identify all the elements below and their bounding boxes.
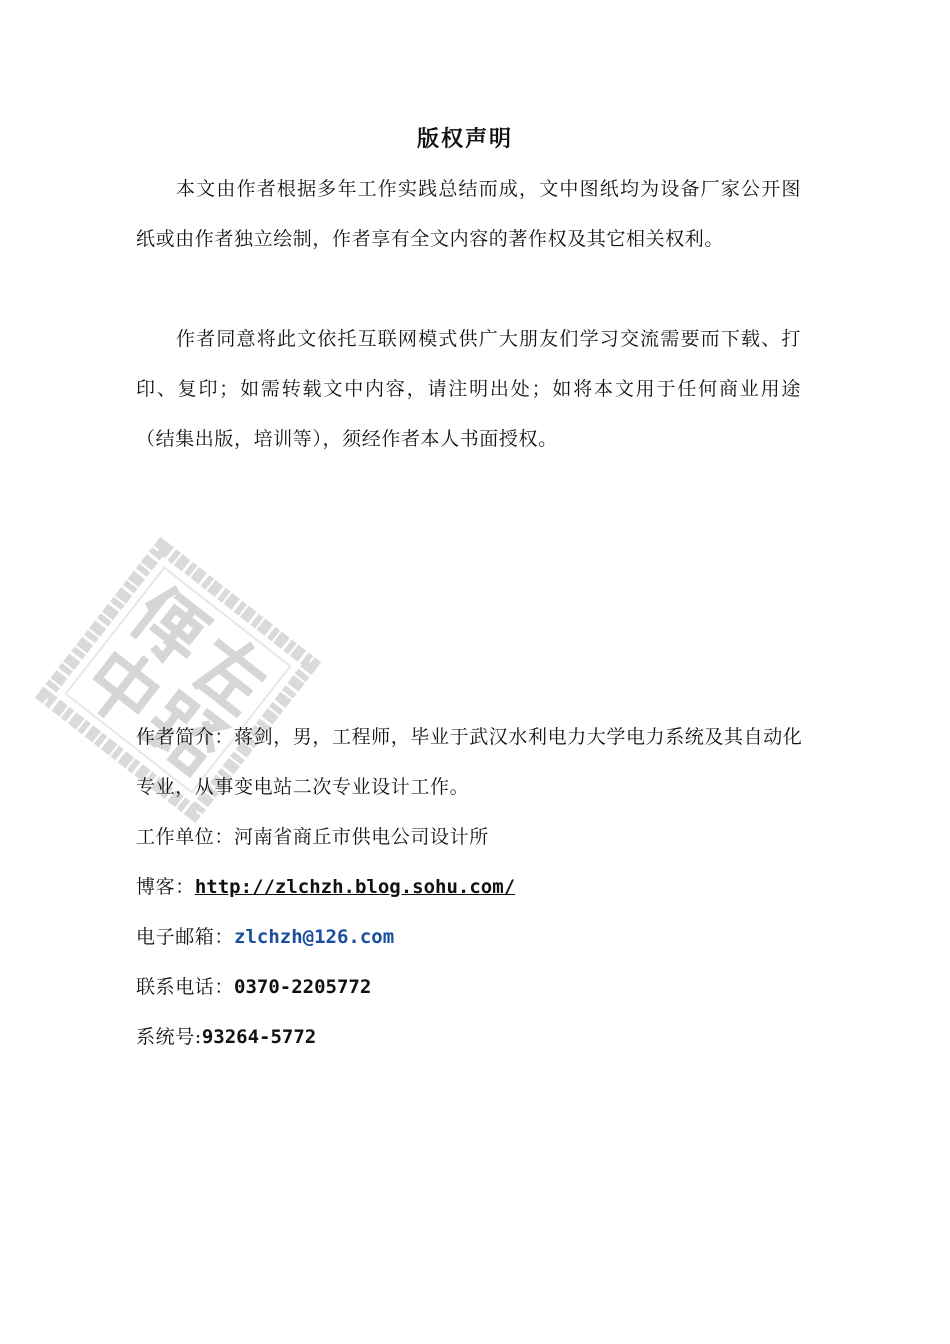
blog-link[interactable]: http://zlchzh.blog.sohu.com/	[194, 876, 516, 898]
system-number-line	[136, 1022, 316, 1049]
page-title: 版权声明	[416, 126, 513, 152]
system-number-value: 93264-5772	[201, 1026, 317, 1048]
email-label: 电子邮箱：	[136, 926, 235, 948]
work-unit-line	[136, 822, 489, 849]
email-link[interactable]: zlchzh@126.com	[234, 926, 395, 948]
copyright-paragraph-2: 作者同意将此文依托互联网模式供广大朋友们学习交流需要而下载、打印、复印；如需转载文中内容，请注明出处；如将本文用于任何商业用途（结集出版，培训等），须经作者本人书面授权。	[136, 328, 801, 450]
email-line	[136, 922, 394, 949]
author-intro: 作者简介：蒋剑，男，工程师，毕业于武汉水利电力大学电力系统及其自动化专业，从事变电站二次专业设计工作。	[136, 726, 803, 798]
copyright-paragraph-1: 本文由作者根据多年工作实践总结而成，文中图纸均为设备厂家公开图纸或由作者独立绘制，作者享有全文内容的著作权及其它相关权利。	[136, 178, 801, 250]
blog-label: 博客：	[136, 876, 195, 898]
phone-value: 0370-2205772	[234, 976, 372, 998]
blog-line	[136, 872, 515, 899]
work-unit-label: 工作单位：	[136, 826, 235, 848]
system-number-label: 系统号:	[136, 1026, 202, 1048]
phone-line	[136, 972, 371, 999]
phone-label: 联系电话：	[136, 976, 235, 998]
work-unit-value: 河南省商丘市供电公司设计所	[234, 826, 489, 848]
